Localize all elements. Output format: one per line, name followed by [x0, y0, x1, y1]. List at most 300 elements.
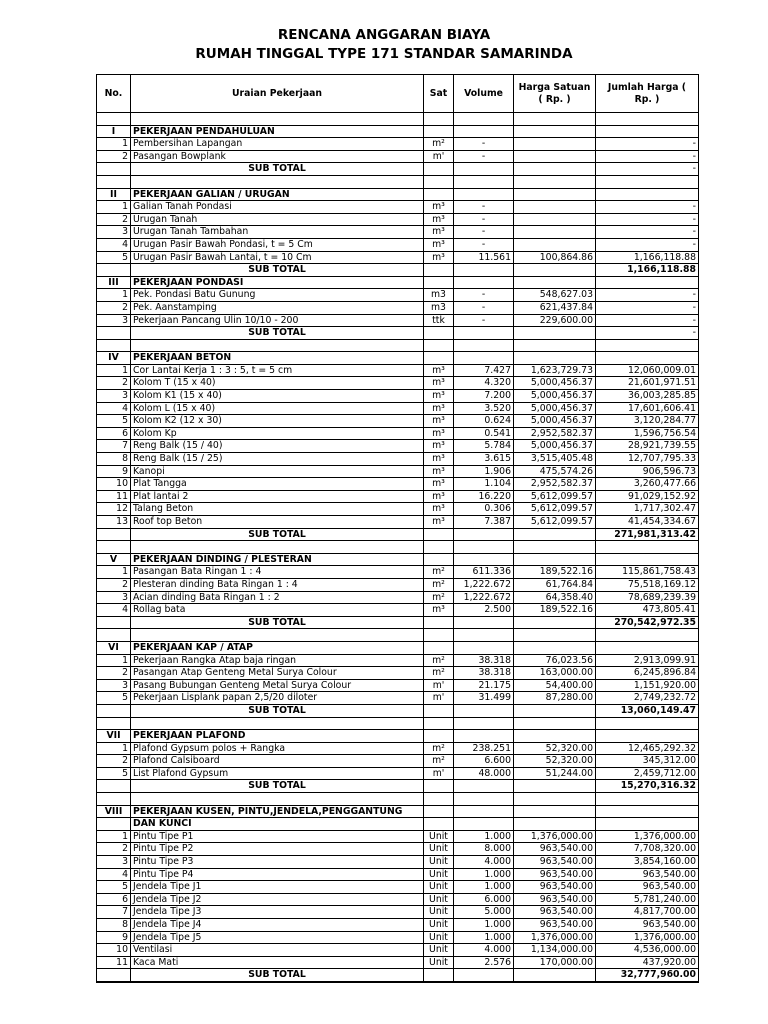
item-unit: m³ [424, 440, 454, 453]
spacer-cell [454, 717, 514, 730]
spacer-cell [131, 175, 424, 188]
item-total: 963,540.00 [596, 868, 699, 881]
item-volume: 11.561 [454, 251, 514, 264]
item-unit: m² [424, 138, 454, 151]
item-total: 28,921,739.55 [596, 440, 699, 453]
item-total: - [596, 301, 699, 314]
item-total: - [596, 314, 699, 327]
item-total: 12,465,292.32 [596, 742, 699, 755]
subtotal-row [97, 163, 699, 176]
item-number: 2 [97, 150, 131, 163]
item-unit-price: 963,540.00 [514, 843, 596, 856]
item-description: Roof top Beton [131, 516, 424, 529]
item-unit-price: 61,764.84 [514, 578, 596, 591]
item-unit-price: 963,540.00 [514, 919, 596, 932]
item-number: 3 [97, 591, 131, 604]
item-unit-price: 1,376,000.00 [514, 931, 596, 944]
item-volume: 38.318 [454, 654, 514, 667]
item-unit: m² [424, 591, 454, 604]
empty-cell [97, 818, 131, 831]
empty-cell [454, 805, 514, 818]
item-number: 3 [97, 314, 131, 327]
spacer-cell [424, 629, 454, 642]
spacer-cell [97, 629, 131, 642]
empty-cell [424, 818, 454, 831]
empty-cell [97, 616, 131, 629]
item-volume: 1.104 [454, 478, 514, 491]
spacer-cell [97, 113, 131, 126]
empty-cell [596, 730, 699, 743]
item-number: 3 [97, 390, 131, 403]
item-total: 1,717,302.47 [596, 503, 699, 516]
item-number: 1 [97, 138, 131, 151]
item-total: 3,260,477.66 [596, 478, 699, 491]
item-description: Pekerjaan Lisplank papan 2,5/20 diloter [131, 692, 424, 705]
empty-cell [596, 125, 699, 138]
item-unit: m³ [424, 465, 454, 478]
empty-cell [596, 641, 699, 654]
table-row [97, 654, 699, 667]
item-number: 5 [97, 881, 131, 894]
item-description: Urugan Pasir Bawah Lantai, t = 10 Cm [131, 251, 424, 264]
item-unit: m² [424, 742, 454, 755]
item-number: 4 [97, 868, 131, 881]
item-unit-price: 52,320.00 [514, 755, 596, 768]
item-description: Galian Tanah Pondasi [131, 201, 424, 214]
empty-cell [424, 553, 454, 566]
item-number: 3 [97, 226, 131, 239]
item-description: Urugan Pasir Bawah Pondasi, t = 5 Cm [131, 238, 424, 251]
item-number: 5 [97, 251, 131, 264]
item-total: 2,749,232.72 [596, 692, 699, 705]
empty-cell [424, 616, 454, 629]
item-number: 12 [97, 503, 131, 516]
empty-cell [97, 969, 131, 982]
item-description: Reng Balk (15 / 25) [131, 453, 424, 466]
item-description: List Plafond Gypsum [131, 767, 424, 780]
item-description: Plafond Calsiboard [131, 755, 424, 768]
subtotal-label: SUB TOTAL [131, 528, 424, 541]
table-row [97, 490, 699, 503]
item-unit-price [514, 201, 596, 214]
empty-cell [514, 188, 596, 201]
spacer-cell [514, 339, 596, 352]
item-total: 437,920.00 [596, 956, 699, 969]
item-total: - [596, 138, 699, 151]
table-row [97, 226, 699, 239]
item-unit-price: 548,627.03 [514, 289, 596, 302]
spacer-cell [97, 339, 131, 352]
item-unit-price: 2,952,582.37 [514, 427, 596, 440]
table-row [97, 956, 699, 969]
subtotal-label: SUB TOTAL [131, 616, 424, 629]
item-number: 1 [97, 566, 131, 579]
subtotal-row [97, 327, 699, 340]
empty-cell [514, 553, 596, 566]
item-description: Pintu Tipe P3 [131, 856, 424, 869]
item-number: 1 [97, 654, 131, 667]
empty-cell [97, 163, 131, 176]
table-row [97, 931, 699, 944]
empty-cell [454, 641, 514, 654]
item-description: Kolom K2 (12 x 30) [131, 415, 424, 428]
table-row [97, 919, 699, 932]
spacer-cell [596, 629, 699, 642]
item-number: 7 [97, 906, 131, 919]
item-description: Urugan Tanah Tambahan [131, 226, 424, 239]
spacer-cell [454, 793, 514, 806]
empty-cell [454, 125, 514, 138]
item-total: 1,151,920.00 [596, 679, 699, 692]
table-row [97, 314, 699, 327]
empty-cell [514, 528, 596, 541]
item-unit: Unit [424, 956, 454, 969]
item-volume: 31.499 [454, 692, 514, 705]
subtotal-row [97, 616, 699, 629]
table-row [97, 478, 699, 491]
item-volume: 1.000 [454, 881, 514, 894]
item-volume: 3.520 [454, 402, 514, 415]
item-description: Jendela Tipe J4 [131, 919, 424, 932]
subtotal-value: 1,166,118.88 [596, 264, 699, 277]
section-title: PEKERJAAN BETON [131, 352, 424, 365]
empty-cell [454, 528, 514, 541]
section-header-row [97, 352, 699, 365]
item-unit: m' [424, 150, 454, 163]
spacer-cell [131, 717, 424, 730]
item-description: Pasangan Atap Genteng Metal Surya Colour [131, 667, 424, 680]
item-total: 12,707,795.33 [596, 453, 699, 466]
item-unit: m' [424, 692, 454, 705]
empty-cell [97, 780, 131, 793]
item-total: - [596, 213, 699, 226]
empty-cell [596, 352, 699, 365]
table-row [97, 578, 699, 591]
item-unit-price: 100,864.86 [514, 251, 596, 264]
item-description: Jendela Tipe J5 [131, 931, 424, 944]
item-volume: 48.000 [454, 767, 514, 780]
item-description: Pembersihan Lapangan [131, 138, 424, 151]
table-row [97, 604, 699, 617]
spacer-cell [424, 175, 454, 188]
subtotal-row [97, 528, 699, 541]
item-number: 6 [97, 893, 131, 906]
item-total: 2,913,099.91 [596, 654, 699, 667]
item-unit-price: 54,400.00 [514, 679, 596, 692]
item-unit-price: 963,540.00 [514, 906, 596, 919]
table-row [97, 138, 699, 151]
section-header-row [97, 188, 699, 201]
item-volume: - [454, 314, 514, 327]
empty-cell [454, 818, 514, 831]
item-volume: - [454, 301, 514, 314]
item-number: 1 [97, 201, 131, 214]
header-harga-satuan: Harga Satuan ( Rp. ) [514, 75, 596, 113]
spacer-cell [596, 339, 699, 352]
item-description: Cor Lantai Kerja 1 : 3 : 5, t = 5 cm [131, 364, 424, 377]
item-number: 3 [97, 679, 131, 692]
item-total: 36,003,285.85 [596, 390, 699, 403]
empty-cell [97, 327, 131, 340]
subtotal-row [97, 264, 699, 277]
item-unit-price: 5,000,456.37 [514, 377, 596, 390]
item-description: Jendela Tipe J2 [131, 893, 424, 906]
item-unit-price [514, 138, 596, 151]
item-volume: - [454, 238, 514, 251]
empty-cell [97, 704, 131, 717]
item-description: Pek. Pondasi Batu Gunung [131, 289, 424, 302]
header-volume: Volume [454, 75, 514, 113]
spacer-row [97, 339, 699, 352]
subtotal-label: SUB TOTAL [131, 780, 424, 793]
item-number: 5 [97, 415, 131, 428]
spacer-row [97, 629, 699, 642]
item-total: 963,540.00 [596, 919, 699, 932]
item-unit-price: 64,358.40 [514, 591, 596, 604]
empty-cell [454, 969, 514, 982]
section-title: PEKERJAAN KAP / ATAP [131, 641, 424, 654]
table-row [97, 415, 699, 428]
item-unit: m³ [424, 364, 454, 377]
empty-cell [424, 163, 454, 176]
item-unit: m³ [424, 226, 454, 239]
empty-cell [514, 352, 596, 365]
item-volume: - [454, 150, 514, 163]
spacer-cell [131, 629, 424, 642]
empty-cell [424, 528, 454, 541]
item-volume: - [454, 201, 514, 214]
item-volume: 16.220 [454, 490, 514, 503]
item-description: Pintu Tipe P2 [131, 843, 424, 856]
empty-cell [514, 780, 596, 793]
spacer-cell [454, 339, 514, 352]
item-unit: m³ [424, 516, 454, 529]
item-volume: - [454, 213, 514, 226]
spacer-cell [514, 113, 596, 126]
item-description: Kolom Kp [131, 427, 424, 440]
item-number: 9 [97, 931, 131, 944]
subtotal-value: 271,981,313.42 [596, 528, 699, 541]
item-unit-price: 5,000,456.37 [514, 415, 596, 428]
spacer-row [97, 113, 699, 126]
document-subtitle: RUMAH TINGGAL TYPE 171 STANDAR SAMARINDA [195, 46, 573, 62]
item-unit: m3 [424, 289, 454, 302]
item-description: Acian dinding Bata Ringan 1 : 2 [131, 591, 424, 604]
item-total: 1,376,000.00 [596, 830, 699, 843]
item-number: 2 [97, 667, 131, 680]
empty-cell [514, 805, 596, 818]
item-volume: 1.906 [454, 465, 514, 478]
subtotal-label: SUB TOTAL [131, 969, 424, 982]
section-number: II [97, 188, 131, 201]
spacer-cell [454, 175, 514, 188]
item-number: 2 [97, 578, 131, 591]
item-unit-price: 76,023.56 [514, 654, 596, 667]
item-unit: m' [424, 679, 454, 692]
item-description: Kolom T (15 x 40) [131, 377, 424, 390]
item-number: 1 [97, 364, 131, 377]
item-description: Pekerjaan Rangka Atap baja ringan [131, 654, 424, 667]
subtotal-label: SUB TOTAL [131, 327, 424, 340]
table-row [97, 402, 699, 415]
header-jumlah-harga: Jumlah Harga ( Rp. ) [596, 75, 699, 113]
item-number: 4 [97, 402, 131, 415]
item-number: 6 [97, 427, 131, 440]
empty-cell [424, 264, 454, 277]
item-total: 5,781,240.00 [596, 893, 699, 906]
item-total: 963,540.00 [596, 881, 699, 894]
item-description: Pintu Tipe P4 [131, 868, 424, 881]
table-header-row [97, 75, 699, 113]
item-volume: 238.251 [454, 742, 514, 755]
empty-cell [514, 730, 596, 743]
item-volume: 7.387 [454, 516, 514, 529]
spacer-cell [596, 541, 699, 554]
item-number: 2 [97, 843, 131, 856]
spacer-row [97, 793, 699, 806]
item-unit-price: 163,000.00 [514, 667, 596, 680]
table-row [97, 453, 699, 466]
section-number: III [97, 276, 131, 289]
item-volume: 1.000 [454, 868, 514, 881]
spacer-cell [514, 793, 596, 806]
item-unit-price: 3,515,405.48 [514, 453, 596, 466]
spacer-cell [596, 175, 699, 188]
table-row [97, 364, 699, 377]
item-unit: m³ [424, 415, 454, 428]
item-description: Plat Tangga [131, 478, 424, 491]
empty-cell [596, 553, 699, 566]
item-total: 78,689,239.39 [596, 591, 699, 604]
table-row [97, 516, 699, 529]
empty-cell [514, 276, 596, 289]
item-volume: 1.000 [454, 931, 514, 944]
empty-cell [454, 276, 514, 289]
item-unit-price: 5,612,099.57 [514, 490, 596, 503]
item-unit: m³ [424, 490, 454, 503]
document-title: RENCANA ANGGARAN BIAYA [277, 27, 491, 43]
section-header-row [97, 553, 699, 566]
item-unit-price [514, 213, 596, 226]
item-description: Jendela Tipe J1 [131, 881, 424, 894]
item-total: 7,708,320.00 [596, 843, 699, 856]
item-unit: m³ [424, 478, 454, 491]
item-total: - [596, 201, 699, 214]
item-volume: 1,222.672 [454, 591, 514, 604]
item-volume: - [454, 138, 514, 151]
item-unit: Unit [424, 830, 454, 843]
item-number: 11 [97, 490, 131, 503]
item-number: 4 [97, 604, 131, 617]
item-number: 4 [97, 238, 131, 251]
item-unit: m³ [424, 390, 454, 403]
empty-cell [454, 704, 514, 717]
item-number: 3 [97, 856, 131, 869]
item-unit: Unit [424, 944, 454, 957]
spacer-cell [131, 339, 424, 352]
item-unit-price: 5,612,099.57 [514, 503, 596, 516]
section-number: IV [97, 352, 131, 365]
section-title: PEKERJAAN DINDING / PLESTERAN [131, 553, 424, 566]
empty-cell [424, 276, 454, 289]
spacer-cell [424, 717, 454, 730]
table-row [97, 238, 699, 251]
item-total: 3,120,284.77 [596, 415, 699, 428]
item-unit: m³ [424, 213, 454, 226]
item-unit: Unit [424, 868, 454, 881]
table-row [97, 906, 699, 919]
table-row [97, 755, 699, 768]
item-description: Ventilasi [131, 944, 424, 957]
empty-cell [424, 327, 454, 340]
spacer-row [97, 175, 699, 188]
item-unit: m² [424, 654, 454, 667]
empty-cell [454, 264, 514, 277]
item-volume: 21.175 [454, 679, 514, 692]
item-volume: 1,222.672 [454, 578, 514, 591]
section-header-row [97, 805, 699, 818]
table-row [97, 251, 699, 264]
table-row [97, 465, 699, 478]
section-number: V [97, 553, 131, 566]
item-total: 115,861,758.43 [596, 566, 699, 579]
item-unit-price: 1,376,000.00 [514, 830, 596, 843]
item-total: 2,459,712.00 [596, 767, 699, 780]
item-unit-price: 51,244.00 [514, 767, 596, 780]
subtotal-label: SUB TOTAL [131, 264, 424, 277]
item-unit: m³ [424, 402, 454, 415]
item-total: 1,166,118.88 [596, 251, 699, 264]
item-volume: 6.000 [454, 893, 514, 906]
item-total: 17,601,606.41 [596, 402, 699, 415]
item-unit-price: 963,540.00 [514, 856, 596, 869]
item-number: 8 [97, 919, 131, 932]
empty-cell [596, 276, 699, 289]
item-description: Reng Balk (15 / 40) [131, 440, 424, 453]
item-unit-price [514, 150, 596, 163]
item-number: 1 [97, 289, 131, 302]
section-title: PEKERJAAN GALIAN / URUGAN [131, 188, 424, 201]
item-unit: Unit [424, 893, 454, 906]
section-number: VIII [97, 805, 131, 818]
item-volume: - [454, 289, 514, 302]
item-unit: m³ [424, 377, 454, 390]
item-total: 3,854,160.00 [596, 856, 699, 869]
empty-cell [97, 264, 131, 277]
item-unit: Unit [424, 856, 454, 869]
spacer-cell [596, 113, 699, 126]
item-number: 2 [97, 377, 131, 390]
spacer-cell [131, 113, 424, 126]
spacer-row [97, 541, 699, 554]
item-volume: 2.500 [454, 604, 514, 617]
item-total: 75,518,169.12 [596, 578, 699, 591]
empty-cell [454, 188, 514, 201]
table-row [97, 503, 699, 516]
item-unit: m³ [424, 453, 454, 466]
item-total: 4,536,000.00 [596, 944, 699, 957]
item-description: Pasangan Bowplank [131, 150, 424, 163]
item-total: 21,601,971.51 [596, 377, 699, 390]
section-header-row [97, 125, 699, 138]
empty-cell [454, 352, 514, 365]
item-number: 7 [97, 440, 131, 453]
empty-cell [454, 327, 514, 340]
item-volume: 4.320 [454, 377, 514, 390]
item-total: 4,817,700.00 [596, 906, 699, 919]
item-unit-price: 229,600.00 [514, 314, 596, 327]
item-volume: 5.784 [454, 440, 514, 453]
